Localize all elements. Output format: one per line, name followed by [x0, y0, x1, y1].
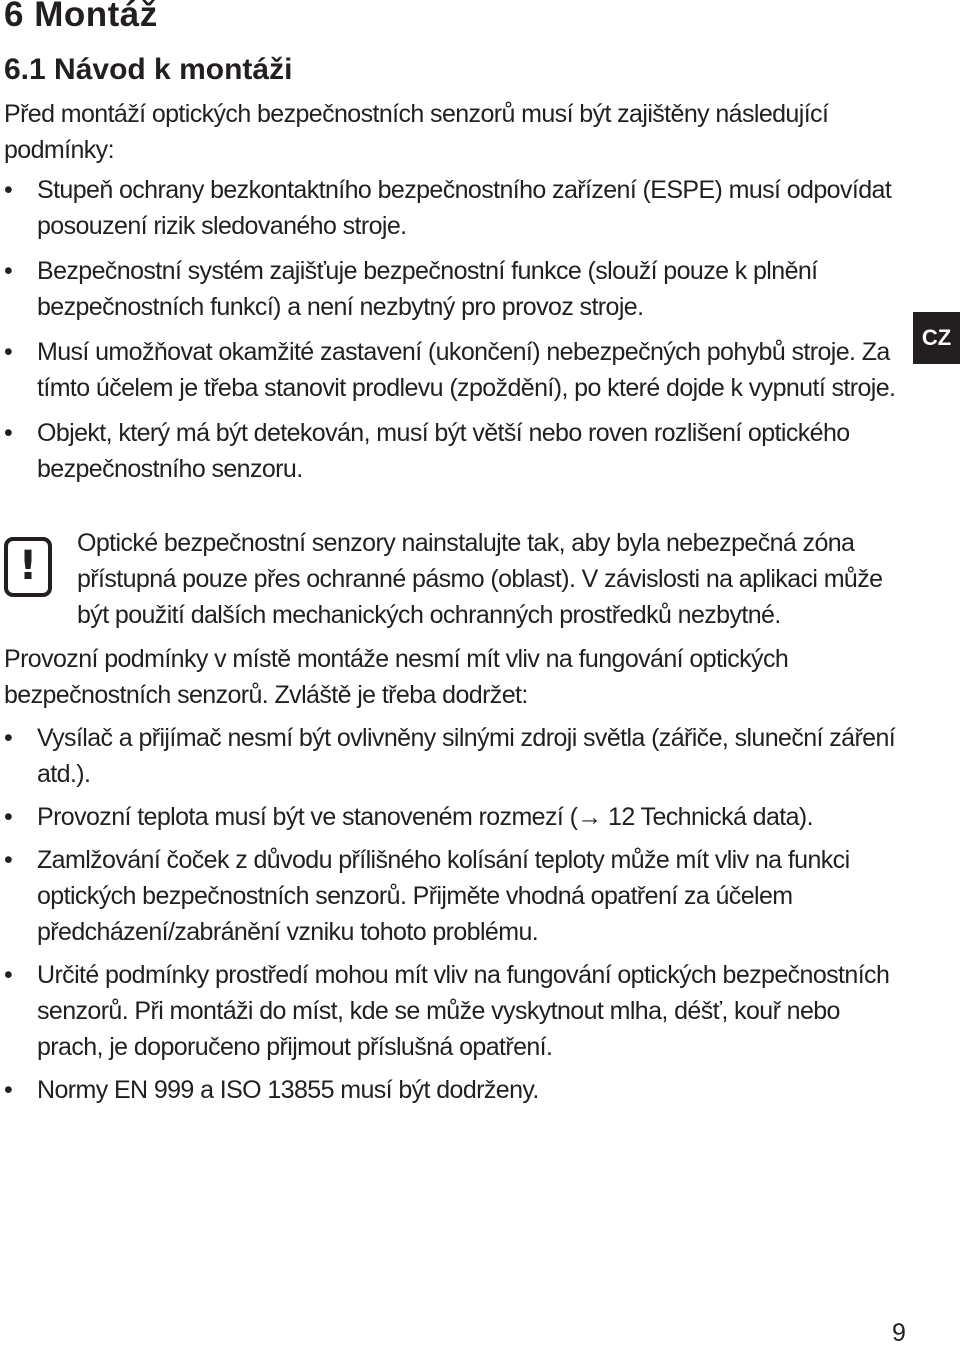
list-item — [0, 842, 910, 950]
operating-conditions-paragraph: Provozní podmínky v místě montáže nesmí mít vliv na fungování optických bezpečnostních senzorů. Zvláště je třeba dodržet: — [4, 645, 789, 709]
bullet: • — [4, 724, 13, 752]
intro-paragraph: Před montáží optických bezpečnostních senzorů musí být zajištěny následující podmínky: — [4, 100, 829, 164]
list-item — [0, 172, 905, 244]
bullet: • — [4, 961, 13, 989]
warning-exclamation-icon: ! — [4, 537, 52, 597]
bullet: • — [4, 1076, 13, 1104]
list-item-text: Objekt, který má být detekován, musí být větší nebo roven rozlišení optického bezpečnostního senzoru. — [37, 419, 850, 483]
list-item-text: Určité podmínky prostředí mohou mít vliv na fungování optických bezpečnostních senzorů. Při montáži do míst, kde se může vyskytnout mlha, déšť, kouř nebo prach, je doporučeno přijmout příslušná opatření. — [37, 961, 890, 1061]
bullet: • — [4, 338, 13, 366]
bullet: • — [4, 176, 13, 204]
list-item — [0, 957, 910, 1065]
bullet: • — [4, 257, 13, 285]
bullet: • — [4, 803, 13, 831]
section-title: 6.1 Návod k montáži — [4, 53, 293, 86]
language-tab: CZ — [913, 312, 960, 364]
warning-note — [4, 525, 904, 635]
list-item — [0, 253, 905, 325]
list-item-text: Normy EN 999 a ISO 13855 musí být dodrženy. — [37, 1076, 539, 1104]
list-item — [0, 415, 905, 487]
warning-note-text: Optické bezpečnostní senzory nainstalujte tak, aby byla nebezpečná zóna přístupná pouze přes ochranné pásmo (oblast). V závislosti na aplikaci může být použití dalších mechanických ochranných prostředků nezbytné. — [77, 529, 883, 629]
list-item-text: Zamlžování čoček z důvodu přílišného kolísání teploty může mít vliv na funkci optických bezpečnostních senzorů. Přijměte vhodná opatření za účelem předcházení/zabránění vzniku tohoto problému. — [37, 846, 850, 946]
list-item-text: Bezpečnostní systém zajišťuje bezpečnostní funkce (slouží pouze k plnění bezpečnostních funkcí) a není nezbytný pro provoz stroje. — [37, 257, 818, 321]
page-number: 9 — [892, 1319, 906, 1347]
list-item-text: Musí umožňovat okamžité zastavení (ukončení) nebezpečných pohybů stroje. Za tímto účelem je třeba stanovit prodlevu (zpoždění), po které dojde k vypnutí stroje. — [37, 338, 896, 402]
list-item-text: Stupeň ochrany bezkontaktního bezpečnostního zařízení (ESPE) musí odpovídat posouzení rizik sledovaného stroje. — [37, 176, 892, 240]
list-item — [0, 720, 910, 792]
requirements-list — [0, 172, 905, 496]
bullet: • — [4, 846, 13, 874]
list-item — [0, 799, 910, 835]
list-item-text: Provozní teplota musí být ve stanoveném rozmezí (→ 12 Technická data). — [37, 803, 813, 831]
chapter-title: 6 Montáž — [4, 0, 158, 34]
list-item — [0, 1072, 910, 1108]
list-item-text: Vysílač a přijímač nesmí být ovlivněny silnými zdroji světla (zářiče, sluneční záření atd.). — [37, 724, 896, 788]
bullet: • — [4, 419, 13, 447]
list-item — [0, 334, 905, 406]
conditions-list — [0, 720, 910, 1115]
